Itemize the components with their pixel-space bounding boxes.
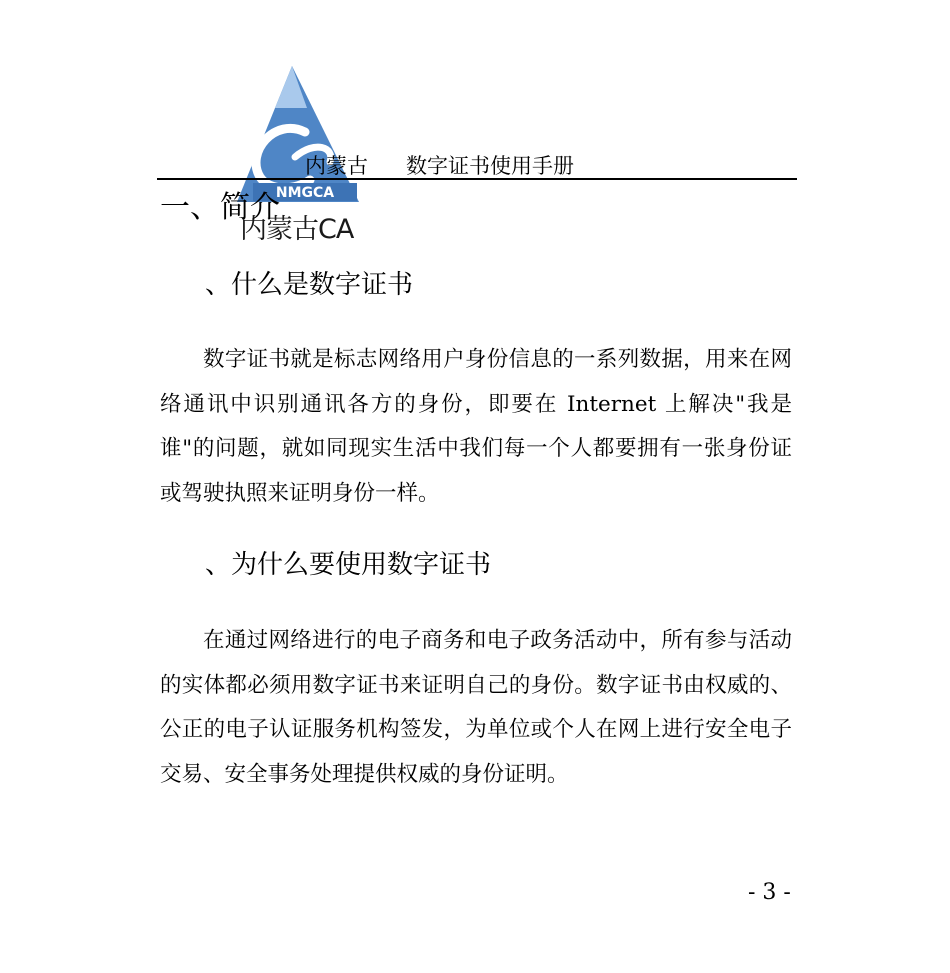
section-heading: 一、简介 xyxy=(160,190,280,225)
header-rule xyxy=(157,178,797,180)
subsection-heading: 、为什么要使用数字证书 xyxy=(205,550,492,580)
logo-banner-text: NMGCA xyxy=(275,185,335,201)
paragraph: 在通过网络进行的电子商务和电子政务活动中，所有参与活动的实体都必须用数字证书来证明自己的身份。数字证书由权威的、公正的电子认证服务机构签发，为单位或个人在网上进行安全电子交易、安全事务处理提供权威的身份证明。 xyxy=(160,628,792,788)
logo-text: 内蒙古CA xyxy=(240,214,354,245)
page-number: - 3 - xyxy=(748,880,791,905)
header-right: 数字证书使用手册 xyxy=(406,154,574,178)
subsection-heading: 、什么是数字证书 xyxy=(205,270,414,300)
page-header xyxy=(305,150,574,180)
paragraph: 数字证书就是标志网络用户身份信息的一系列数据，用来在网络通讯中识别通讯各方的身份，即要在 Internet 上解决"我是谁"的问题，就如同现实生活中我们每一个人都要拥有一张身份证或驾驶执照来证明身份一样。 xyxy=(160,347,792,507)
header-left: 内蒙古 xyxy=(305,154,368,178)
